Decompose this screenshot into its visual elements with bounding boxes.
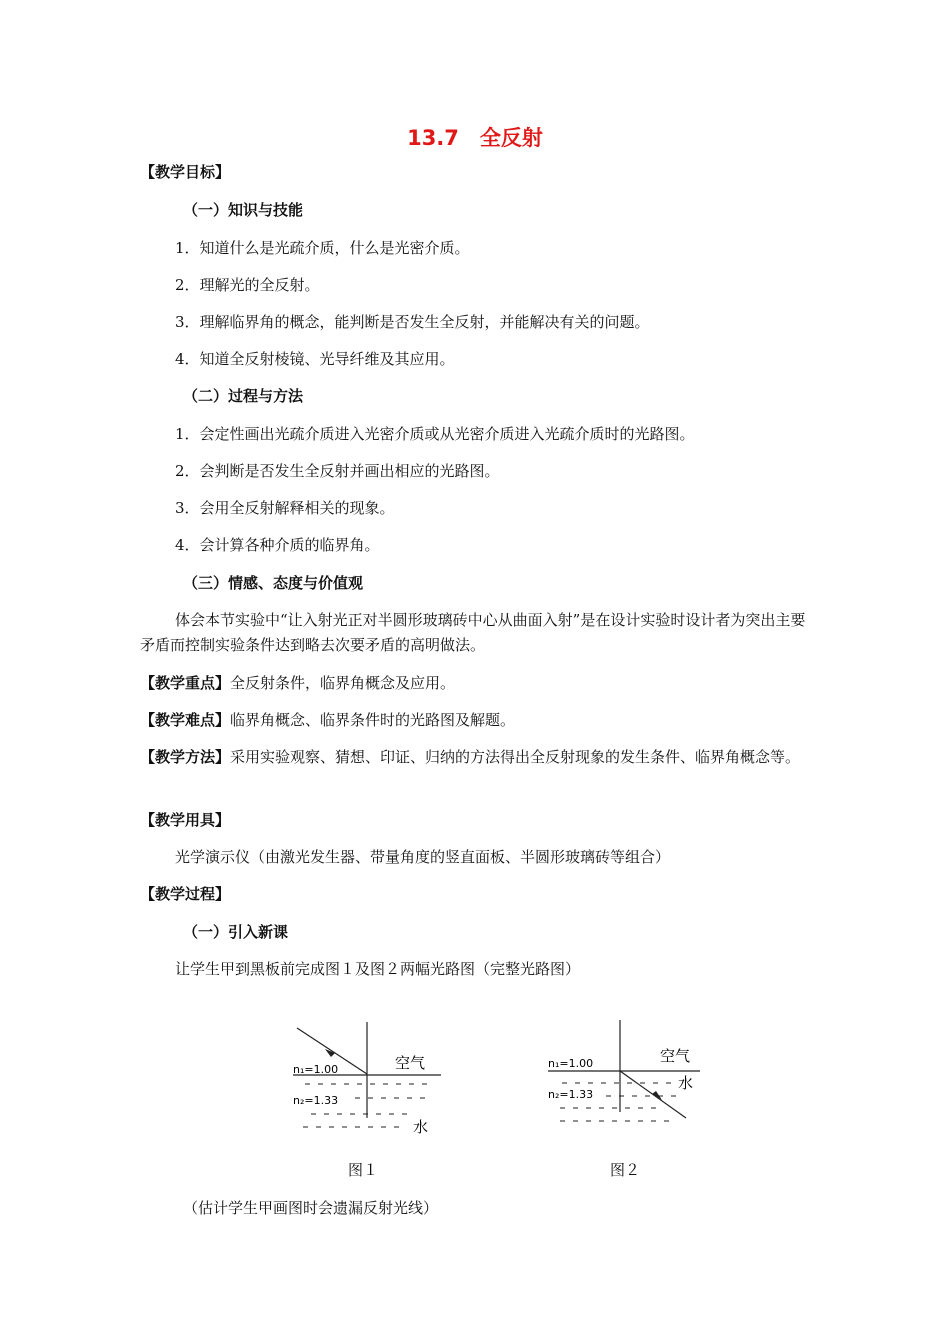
process-item-3: 3．会用全反射解释相关的现象。: [175, 499, 395, 517]
figure-2-top-medium: 空气: [660, 1047, 691, 1065]
tools-heading: 【教学用具】: [140, 811, 231, 829]
key-points-line: [140, 671, 455, 695]
tools-text: 光学演示仪（由激光发生器、带量角度的竖直面板、半圆形玻璃砖等组合）: [175, 848, 671, 866]
figure-1-diagram: [285, 1018, 445, 1136]
intro-heading: （一）引入新课: [183, 923, 289, 941]
intro-text: 让学生甲到黑板前完成图１及图２两幅光路图（完整光路图）: [175, 960, 581, 978]
page-title: 13.7 全反射: [407, 126, 543, 150]
methods-text: 采用实验观察、猜想、印证、归纳的方法得出全反射现象的发生条件、临界角概念等。: [230, 748, 801, 766]
figure-1-n1: n₁=1.00: [293, 1063, 339, 1076]
key-points-label: 【教学重点】: [140, 674, 231, 692]
figure-2-n1: n₁=1.00: [548, 1057, 594, 1070]
difficulties-label: 【教学难点】: [140, 711, 231, 729]
knowledge-item-2: 2．理解光的全反射。: [175, 276, 320, 294]
key-points-text: 全反射条件，临界角概念及应用。: [230, 674, 456, 692]
objectives-heading: 【教学目标】: [140, 163, 231, 181]
knowledge-item-3: 3．理解临界角的概念，能判断是否发生全反射，并能解决有关的问题。: [175, 313, 650, 331]
methods-label: 【教学方法】: [140, 748, 231, 766]
process-item-1: 1．会定性画出光疏介质进入光密介质或从光密介质进入光疏介质时的光路图。: [175, 425, 695, 443]
figure-1-bottom-medium: 水: [413, 1118, 429, 1136]
figure-2-caption: 图２: [610, 1161, 641, 1179]
process-heading: （二）过程与方法: [183, 387, 304, 405]
process-item-4: 4．会计算各种介质的临界角。: [175, 536, 380, 554]
emotion-heading: （三）情感、态度与价值观: [183, 574, 364, 592]
figure-1-top-medium: 空气: [395, 1054, 426, 1072]
figure-2-n2: n₂=1.33: [548, 1088, 594, 1101]
figure-1-n2: n₂=1.33: [293, 1094, 339, 1107]
difficulties-line: [140, 708, 515, 732]
figure-1-caption: 图１: [348, 1161, 379, 1179]
methods-paragraph: [140, 745, 810, 770]
figure-2-bottom-medium: 水: [678, 1074, 694, 1092]
difficulties-text: 临界角概念、临界条件时的光路图及解题。: [230, 711, 516, 729]
process-note: （估计学生甲画图时会遗漏反射光线）: [183, 1199, 439, 1217]
knowledge-item-1: 1．知道什么是光疏介质，什么是光密介质。: [175, 239, 470, 257]
process-item-2: 2．会判断是否发生全反射并画出相应的光路图。: [175, 462, 500, 480]
knowledge-heading: （一）知识与技能: [183, 201, 304, 219]
emotion-paragraph: 体会本节实验中“让入射光正对半圆形玻璃砖中心从曲面入射”是在设计实验时设计者为突出主要矛盾而控制实验条件达到略去次要矛盾的高明做法。: [140, 611, 806, 654]
knowledge-item-4: 4．知道全反射棱镜、光导纤维及其应用。: [175, 350, 455, 368]
process-section-heading: 【教学过程】: [140, 885, 231, 903]
figure-2-diagram: [540, 1016, 705, 1128]
